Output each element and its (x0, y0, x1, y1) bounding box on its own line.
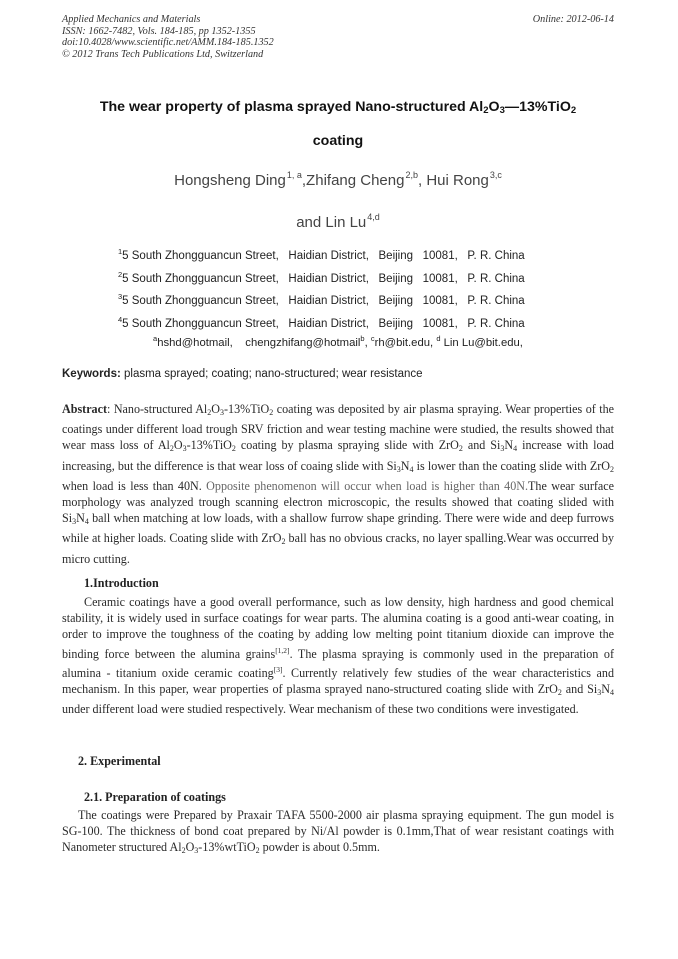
preparation-paragraph: The coatings were Prepared by Praxair TAFA 5500-2000 air plasma spraying equipment. The gun model is SG-100. The thickness of bond coat prepared by Ni/Al powder is 0.1mm,That of wear resistant coatings with Nanometer structured $Al_2O_3-13\%wtTiO_2$ powder is about 0.5mm. (62, 808, 614, 856)
doi-line: doi:10.4028/www.scientific.net/AMM.184-185.1352 (62, 37, 274, 49)
author-name: , Hui Rong (417, 172, 489, 189)
author-name: ,Zhifang Cheng (301, 172, 405, 189)
section-heading-experimental: 2. Experimental (78, 754, 161, 768)
keywords (62, 367, 622, 382)
citation-ref: [1,2] (275, 645, 290, 655)
author-name: Hongsheng Ding (174, 172, 286, 189)
author-list (62, 157, 614, 241)
subsection-heading-preparation: 2.1. Preparation of coatings (84, 790, 226, 804)
affiliations (118, 243, 578, 333)
journal-header (62, 14, 614, 60)
authors-line-1: Hongsheng Ding$^{1, a}$,Zhifang Cheng$^{2,b}$, Hui Rong$^{3,c}$ (174, 170, 502, 189)
citation-ref: [3] (273, 664, 283, 674)
keywords-text: plasma sprayed; coating; nano-structured; wear resistance (120, 368, 423, 380)
issn-line: ISSN: 1662-7482, Vols. 184-185, pp 1352-1355 (62, 25, 256, 37)
title-line-1: The wear property of plasma sprayed Nano-structured $Al_2O_3—13\%TiO_2$ (99, 99, 577, 116)
paper-title (62, 92, 614, 156)
online-date: Online: 2012-06-14 (532, 14, 614, 25)
affiliation-item: $^3$5 South Zhongguancun Street, Haidian District, Beijing 10081, P. R. China (118, 292, 525, 308)
title-line-2: coating (312, 133, 364, 149)
author-emails: $^a$hshd@hotmail, chengzhifang@hotmail$^b$, $^c$rh@bit.edu, $^d$ Lin Lu@bit.edu, (153, 334, 523, 349)
section-heading-introduction: 1.Introduction (84, 576, 159, 590)
introduction-paragraph: Ceramic coatings have a good overall performance, such as low density, high hardness and good chemical stability, it is widely used in surface coatings for wear parts. The alumina coating is a good anti-wear coating, in order to improve the toughness of the coating by adding low melting point titanium dioxide can improve the binding force between the alumina grains[1,2]. The plasma spraying is commonly used in the preparation of alumina - titanium oxide ceramic coating[3]. Currently relatively few studies of the wear characteristics and mechanism. In this paper, wear properties of plasma sprayed nano-structured coating slide with ZrO$_2$ and $Si_3N_4$ under different load were studied respectively. Wear mechanism of these two conditions were investigated. (62, 595, 614, 717)
author-name: and Lin Lu (296, 214, 367, 231)
keywords-label: Keywords: (62, 368, 121, 380)
affiliation-item: $^2$5 South Zhongguancun Street, Haidian District, Beijing 10081, P. R. China (118, 269, 525, 285)
authors-line-2: and Lin Lu$^{4,d}$ (296, 212, 380, 231)
affiliation-item: $^1$5 South Zhongguancun Street, Haidian District, Beijing 10081, P. R. China (118, 247, 525, 262)
copyright-line: © 2012 Trans Tech Publications Ltd, Switzerland (62, 48, 264, 60)
journal-name: Applied Mechanics and Materials (62, 14, 201, 25)
abstract-label: Abstract (62, 402, 108, 416)
affiliation-item: $^4$5 South Zhongguancun Street, Haidian District, Beijing 10081, P. R. China (118, 314, 525, 330)
abstract: Abstract: Nano-structured $Al_2O_3-13\%TiO_2$ coating was deposited by air plasma spraying. Wear properties of the coatings under different load trough SRV friction and wear testing machine were studied, the results showed that wear mass loss of $Al_2O_3-13\%TiO_2$ coating by plasma spraying slide with ZrO$_2$ and $Si_3N_4$ increase with load increasing, but the difference is that wear loss of coaing slide with $Si_3N_4$ is lower than the coating slide with ZrO$_2$ when load is less than 40N. Opposite phenomenon will occur when load is higher than 40N.The wear surface morphology was analyzed trough scanning electron microscopic, the results showed that coating slided with $Si_3N_4$ ball when matching at low loads, with a shallow furrow shape grinding. There were wide and deep furrows while at higher loads. Coating slide with ZrO$_2$ ball has no obvious cracks, no layer spalling.Wear was occurred by micro cutting. (62, 402, 615, 566)
